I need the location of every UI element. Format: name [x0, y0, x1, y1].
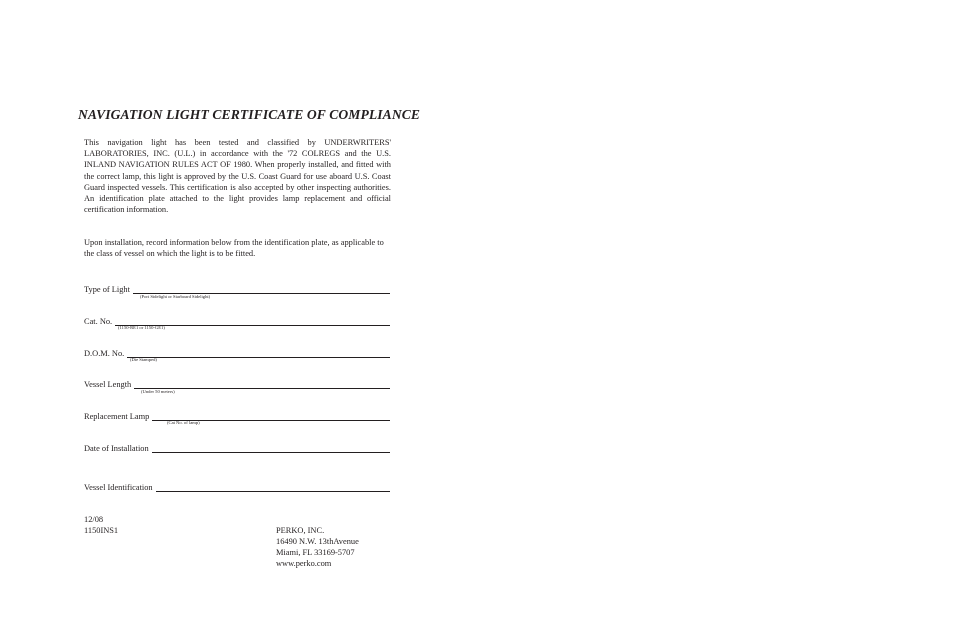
field-hint: (1150-RE1 or 1150-GE1) [118, 325, 165, 330]
company-name: PERKO, INC. [276, 526, 325, 535]
vessel-length-field[interactable] [84, 376, 390, 390]
blank-line[interactable] [156, 490, 390, 492]
field-label: D.O.M. No. [84, 349, 125, 358]
document-code: 1150INS1 [84, 526, 119, 535]
field-hint: (Cat No. of lamp) [167, 420, 200, 425]
document-title: NAVIGATION LIGHT CERTIFICATE OF COMPLIANCE [78, 107, 421, 122]
company-street: 16490 N.W. 13thAvenue [276, 537, 359, 546]
field-label: Type of Light [84, 285, 130, 294]
vessel-identification-field[interactable] [84, 479, 390, 493]
blank-line[interactable] [127, 356, 390, 358]
blank-line[interactable] [152, 451, 390, 453]
field-hint: (Die Stamped) [130, 357, 157, 362]
field-label: Replacement Lamp [84, 412, 150, 421]
instructions-paragraph: Upon installation, record information below from the identification plate, as applicable to the class of vessel on which the light is to be fitted. [84, 238, 384, 259]
company-city: Miami, FL 33169-5707 [276, 548, 355, 557]
date-of-installation-field[interactable] [84, 440, 390, 454]
field-hint: (Port Sidelight or Starboard Sidelight) [140, 294, 211, 299]
field-hint: (Under 50 meters) [141, 389, 175, 394]
type-of-light-field[interactable] [84, 281, 390, 295]
company-website[interactable]: www.perko.com [276, 559, 332, 568]
field-label: Date of Installation [84, 444, 149, 453]
field-label: Vessel Length [84, 380, 132, 389]
certification-paragraph: This navigation light has been tested and classified by UNDERWRITERS' LABORATORIES, INC. (U.L.) in accordance with the '72 COLREGS and the U.S. INLAND NAVIGATION RULES ACT OF 1980. When properly installed, and fitted with the correct lamp, this light is approved by the U.S. Coast Guard for use aboard U.S. Coast Guard inspected vessels. This certification is also accepted by other inspecting authorities. An identification plate attached to the light provides lamp replacement and official certification information. [84, 138, 391, 215]
field-label: Cat. No. [84, 317, 113, 326]
field-label: Vessel Identification [84, 483, 153, 492]
replacement-lamp-field[interactable] [84, 408, 390, 422]
revision-date: 12/08 [84, 515, 104, 524]
